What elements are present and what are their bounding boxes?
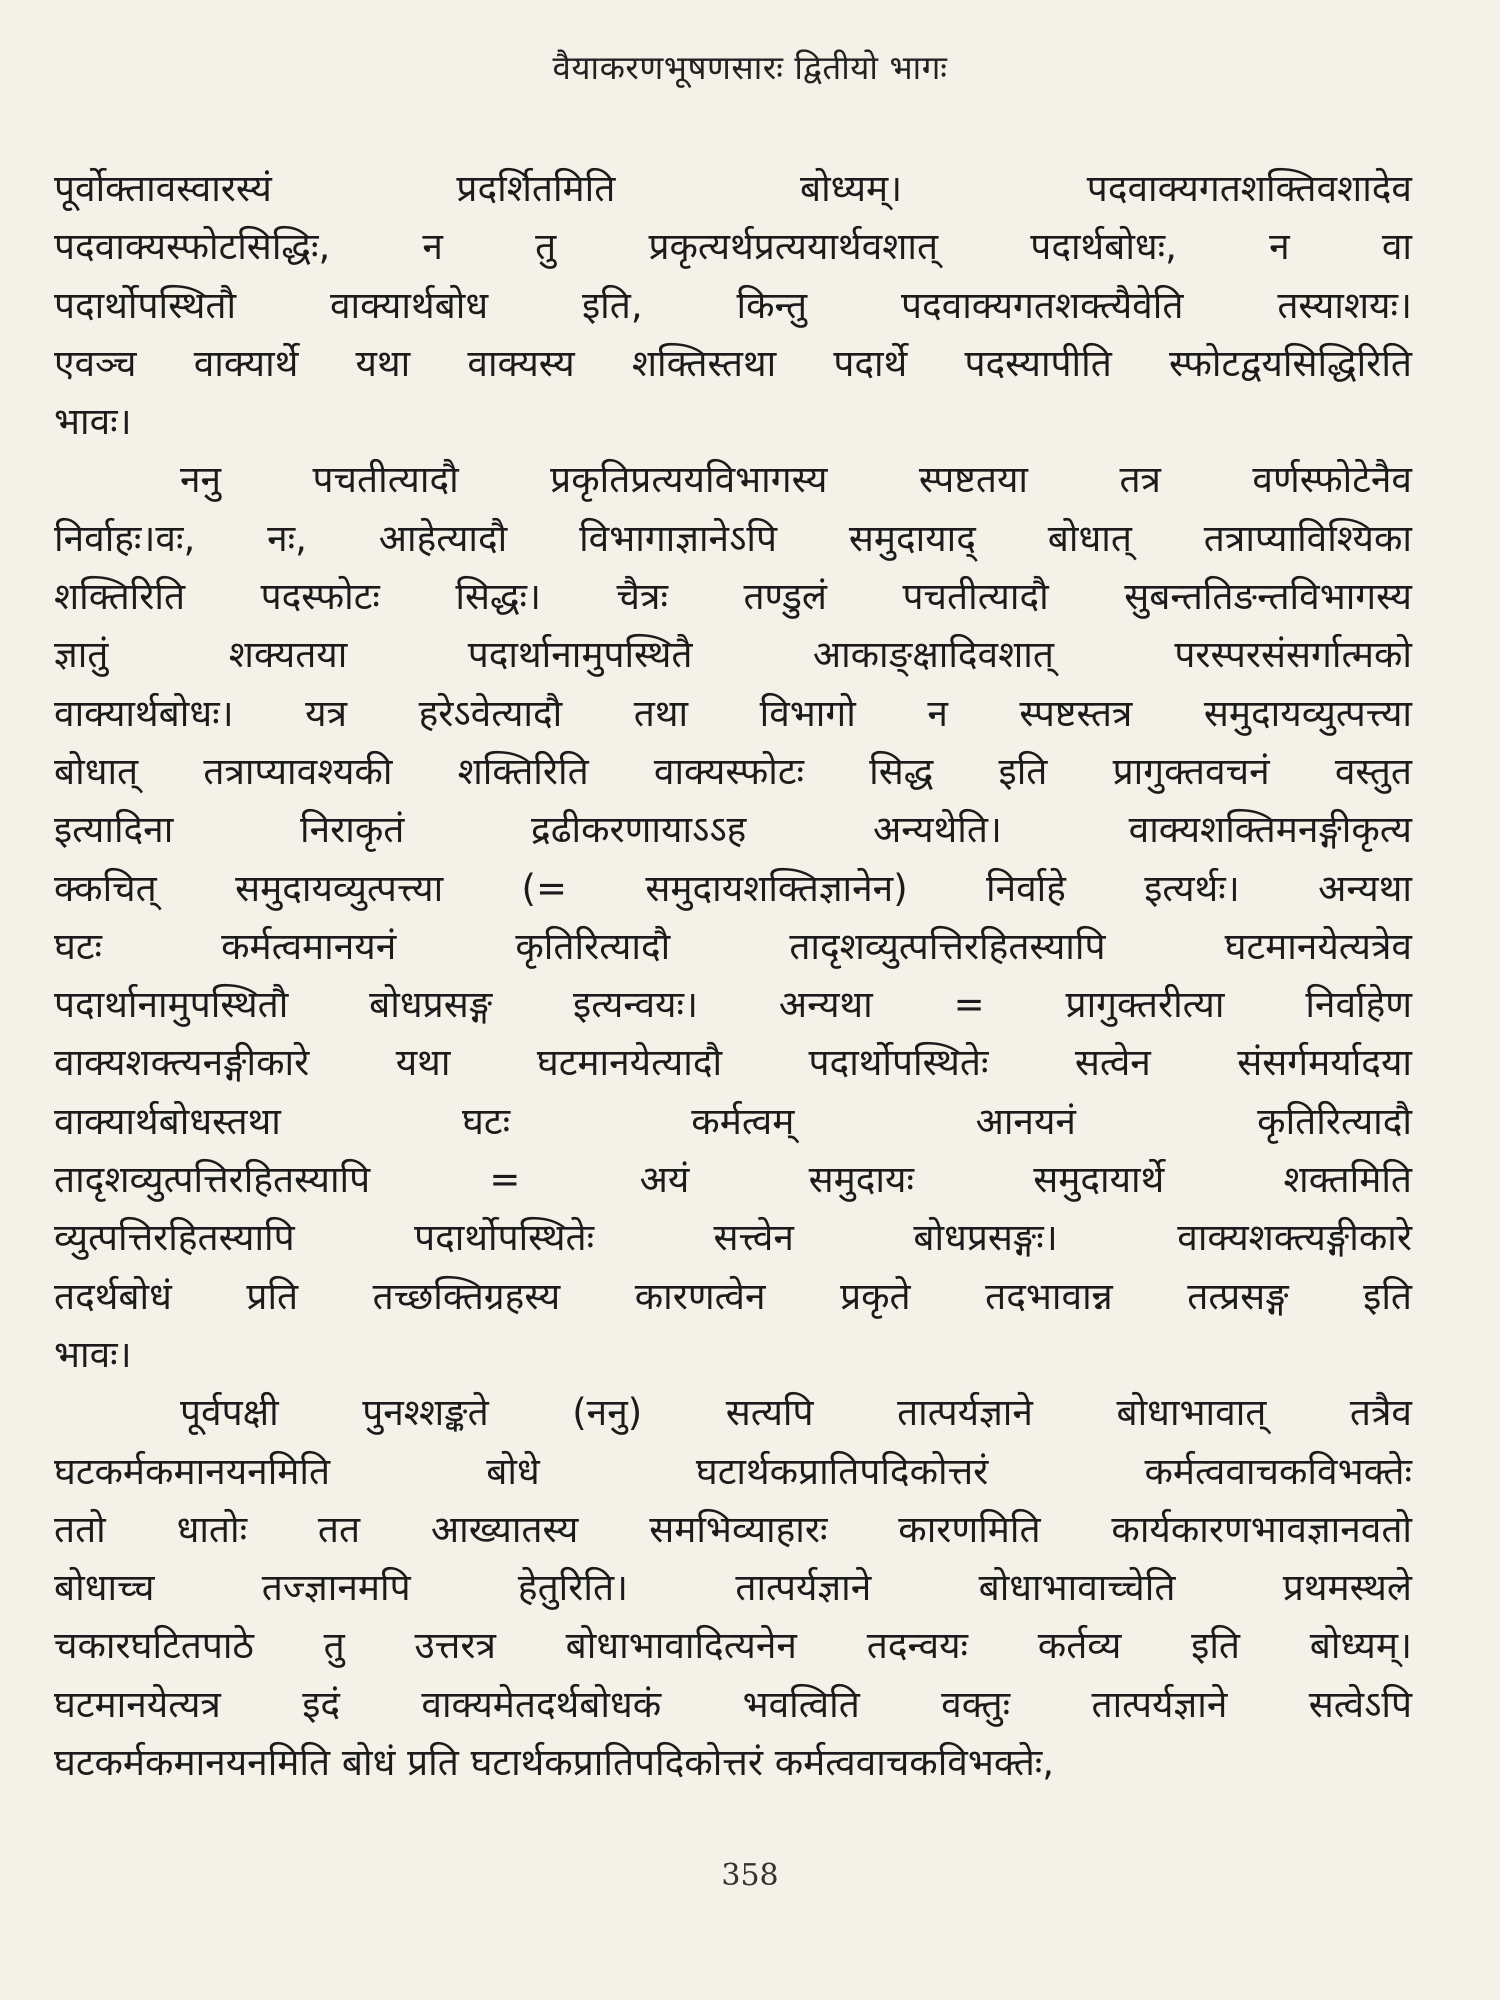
text-line: पदार्थोपस्थितौ वाक्यार्थबोध इति, किन्तु पदवाक्यगतशक्त्यैवेति तस्याशयः।	[54, 283, 1412, 327]
body-text	[54, 160, 1412, 1792]
text-line: पदवाक्यस्फोटसिद्धिः, न तु प्रकृत्यर्थप्रत्ययार्थवशात् पदार्थबोधः, न वा	[54, 225, 1412, 269]
page-number: 358	[721, 1858, 779, 1893]
text-line: तदर्थबोधं प्रति तच्छक्तिग्रहस्य कारणत्वेन प्रकृते तदभावान्न तत्प्रसङ्ग इति	[54, 1274, 1412, 1318]
text-line: ननु पचतीत्यादौ प्रकृतिप्रत्ययविभागस्य स्पष्टतया तत्र वर्णस्फोटेनैव	[180, 458, 1412, 502]
text-line: वाक्यार्थबोधः। यत्र हरेऽवेत्यादौ तथा विभागो न स्पष्टस्तत्र समुदायव्युत्पत्त्या	[54, 691, 1412, 735]
text-line: बोधाच्च तज्ज्ञानमपि हेतुरिति। तात्पर्यज्ञाने बोधाभावाच्चेति प्रथमस्थले	[54, 1566, 1412, 1610]
text-line: वाक्यार्थबोधस्तथा घटः कर्मत्वम् आनयनं कृतिरित्यादौ	[54, 1099, 1412, 1143]
paragraph	[54, 1384, 1412, 1792]
paragraph	[54, 160, 1412, 451]
text-line: ज्ञातुं शक्यतया पदार्थानामुपस्थितै आकाङ्क्षादिवशात् परस्परसंसर्गात्मको	[54, 633, 1412, 677]
text-line: पूर्वोक्तावस्वारस्यं प्रदर्शितमिति बोध्यम्। पदवाक्यगतशक्तिवशादेव	[54, 167, 1412, 210]
text-line: एवञ्च वाक्यार्थे यथा वाक्यस्य शक्तिस्तथा पदार्थे पदस्यापीति स्फोटद्वयसिद्धिरिति	[54, 341, 1412, 385]
text-line: भावः।	[54, 1332, 132, 1376]
text-line: शक्तिरिति पदस्फोटः सिद्धः। चैत्रः तण्डुलं पचतीत्यादौ सुबन्ततिङन्तविभागस्य	[54, 575, 1412, 619]
text-line: इत्यादिना निराकृतं द्रढीकरणायाऽऽह अन्यथेति। वाक्यशक्तिमनङ्गीकृत्य	[54, 808, 1412, 852]
text-line: क्कचित् समुदायव्युत्पत्त्या (= समुदायशक्तिज्ञानेन) निर्वाहे इत्यर्थः। अन्यथा	[54, 866, 1412, 910]
text-line: ततो धातोः तत आख्यातस्य समभिव्याहारः कारणमिति कार्यकारणभावज्ञानवतो	[54, 1507, 1412, 1551]
text-line: वाक्यशक्त्यनङ्गीकारे यथा घटमानयेत्यादौ पदार्थोपस्थितेः सत्वेन संसर्गमर्यादया	[54, 1041, 1412, 1085]
text-line: पदार्थानामुपस्थितौ बोधप्रसङ्ग इत्यन्वयः। अन्यथा = प्रागुक्तरीत्या निर्वाहेण	[54, 983, 1412, 1027]
text-line: बोधात् तत्राप्यावश्यकी शक्तिरिति वाक्यस्फोटः सिद्ध इति प्रागुक्तवचनं वस्तुत	[54, 749, 1412, 793]
running-head: वैयाकरणभूषणसारः द्वितीयो भागः	[552, 48, 948, 87]
text-line: घटमानयेत्यत्र इदं वाक्यमेतदर्थबोधकं भवत्विति वक्तुः तात्पर्यज्ञाने सत्वेऽपि	[54, 1682, 1412, 1726]
text-line: घटकर्मकमानयनमिति बोधं प्रति घटार्थकप्रातिपदिकोत्तरं कर्मत्ववाचकविभक्तेः,	[54, 1741, 1055, 1785]
text-line: घटः कर्मत्वमानयनं कृतिरित्यादौ तादृशव्युत्पत्तिरहितस्यापि घटमानयेत्यत्रेव	[54, 924, 1412, 968]
text-line: चकारघटितपाठे तु उत्तरत्र बोधाभावादित्यनेन तदन्वयः कर्तव्य इति बोध्यम्।	[54, 1624, 1412, 1668]
text-line: भावः।	[54, 400, 132, 444]
text-line: निर्वाहः।वः, नः, आहेत्यादौ विभागाज्ञानेऽपि समुदायाद् बोधात् तत्राप्याविश्यिका	[54, 516, 1412, 560]
text-line: व्युत्पत्तिरहितस्यापि पदार्थोपस्थितेः सत्त्वेन बोधप्रसङ्गः। वाक्यशक्त्यङ्गीकारे	[54, 1216, 1412, 1260]
text-line: घटकर्मकमानयनमिति बोधे घटार्थकप्रातिपदिकोत्तरं कर्मत्ववाचकविभक्तेः	[54, 1449, 1412, 1493]
paragraph	[54, 451, 1412, 1384]
text-line: पूर्वपक्षी पुनश्शङ्कते (ननु) सत्यपि तात्पर्यज्ञाने बोधाभावात् तत्रैव	[180, 1391, 1412, 1435]
text-line: तादृशव्युत्पत्तिरहितस्यापि = अयं समुदायः समुदायार्थे शक्तमिति	[54, 1158, 1412, 1202]
